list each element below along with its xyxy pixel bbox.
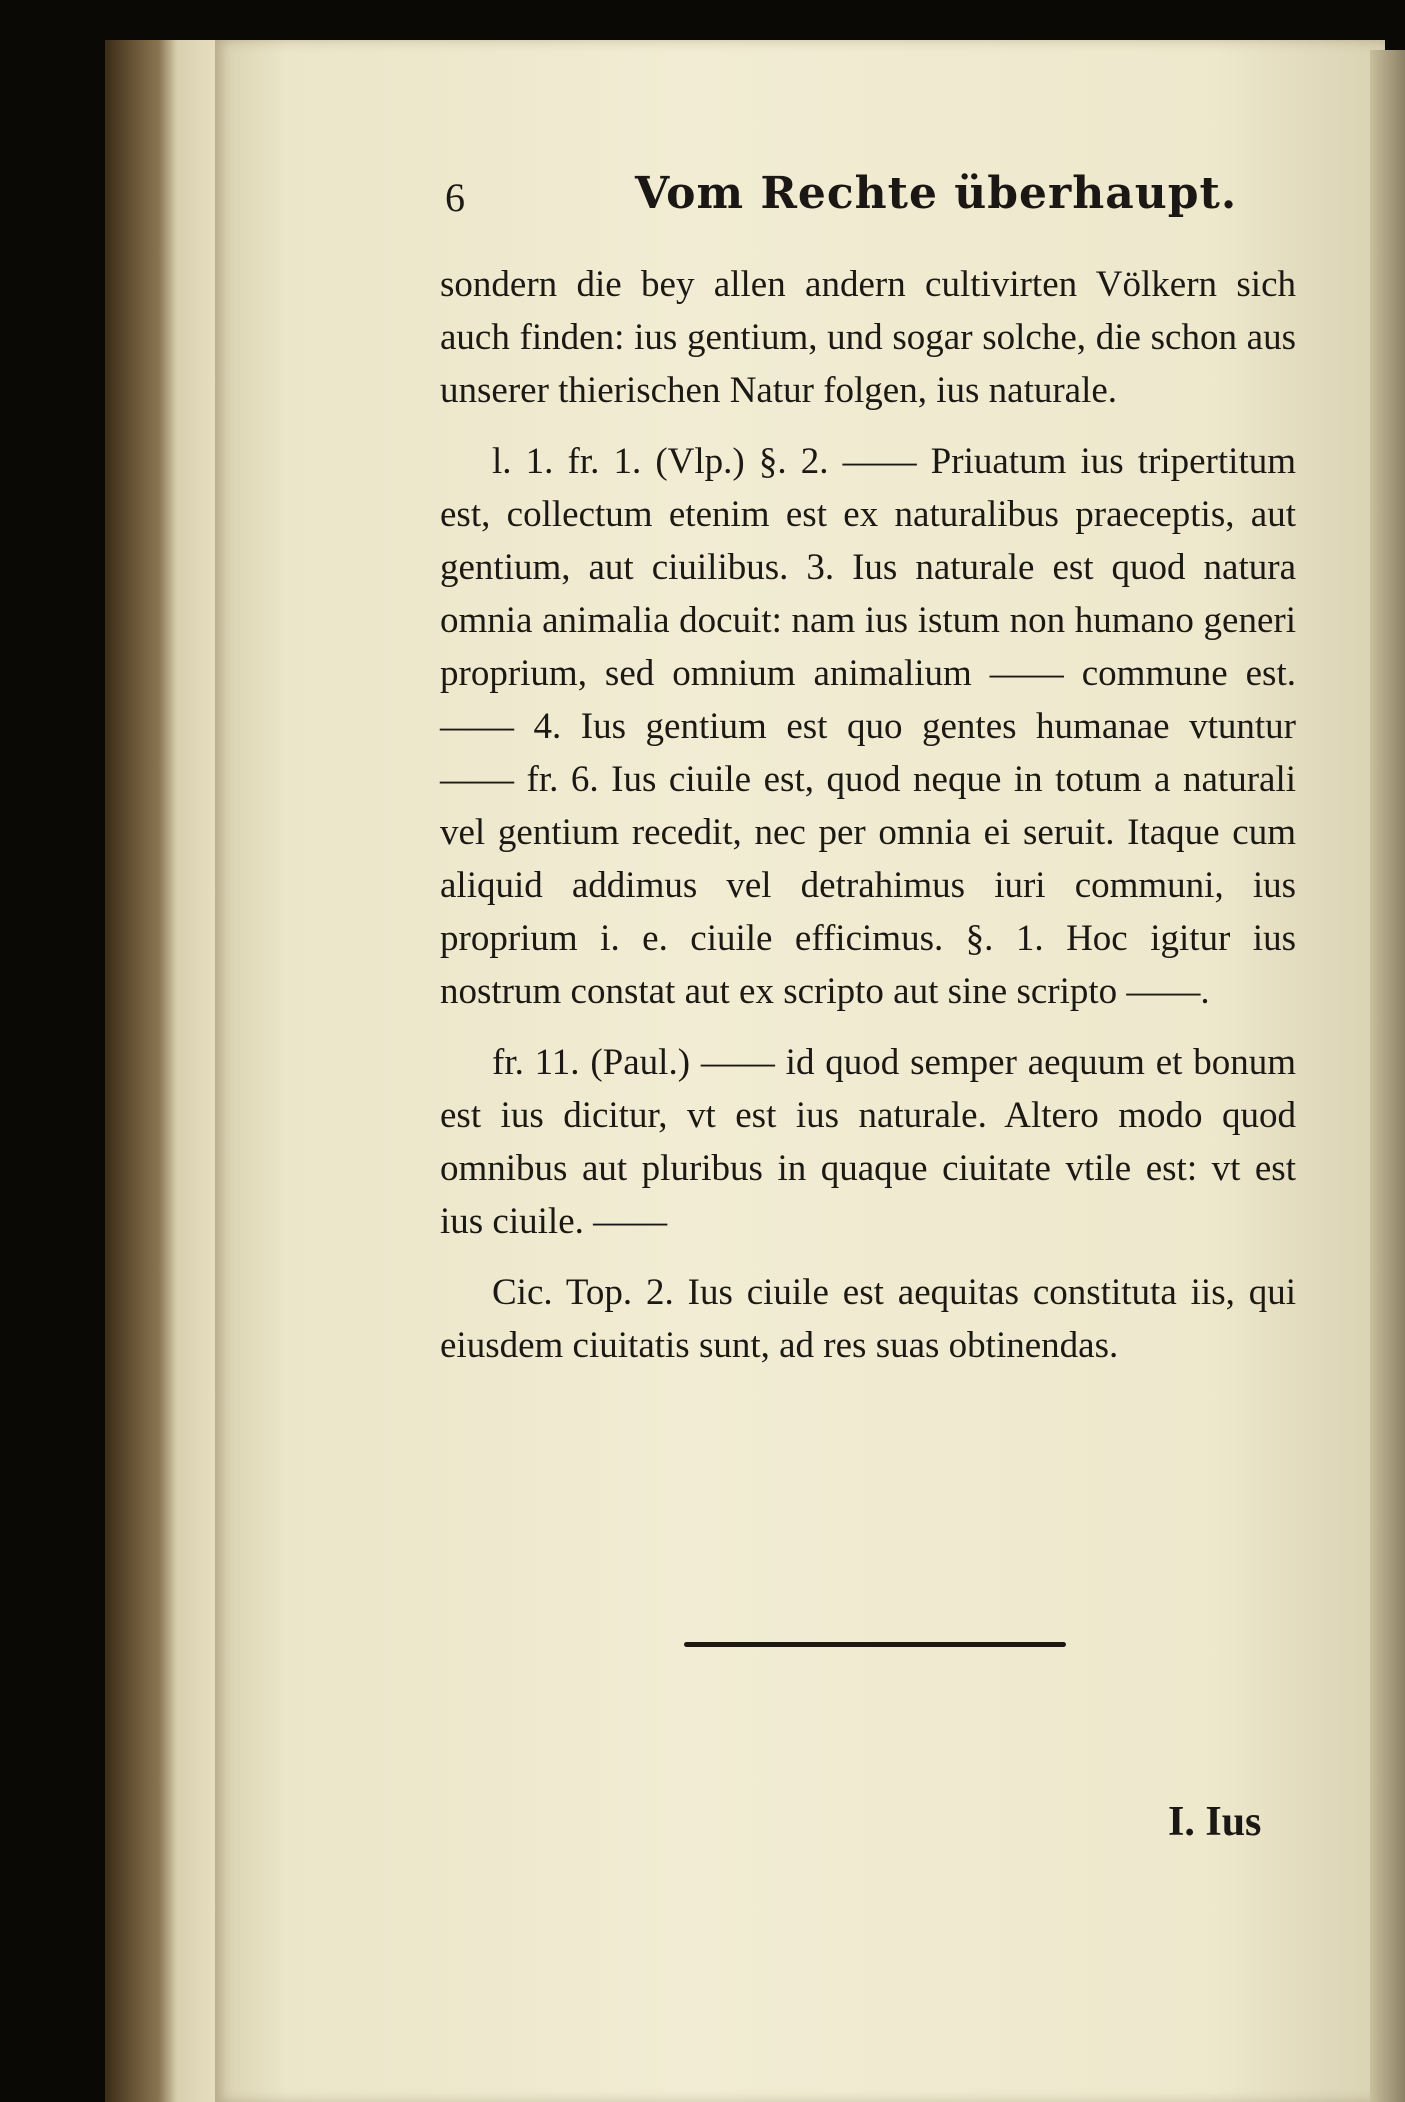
paragraph: sondern die bey allen andern cultivirten Völkern sich auch finden: ius gentium, und sogar solche, die schon aus unserer thierischen Natur folgen, ius naturale. xyxy=(440,264,1296,411)
section-divider xyxy=(684,1642,1066,1647)
body-text xyxy=(440,258,1296,1372)
page-header xyxy=(445,168,1245,228)
page-number: 6 xyxy=(445,175,465,220)
catchword: I. Ius xyxy=(1168,1799,1262,1845)
facing-page-edge xyxy=(1370,50,1405,2102)
paragraph: fr. 11. (Paul.) —— id quod semper aequum et bonum est ius dicitur, vt est ius naturale. Altero modo quod omnibus aut pluribus in quaque ciuitate vtile est: vt est ius ciuile. —— xyxy=(440,1042,1296,1242)
running-head: Vom Rechte überhaupt. xyxy=(635,168,1238,219)
paragraph: l. 1. fr. 1. (Vlp.) §. 2. —— Priuatum ius tripertitum est, collectum etenim est ex naturalibus praeceptis, aut gentium, aut ciuilibus. 3. Ius naturale est quod natura omnia animalia docuit: nam ius istum non humano generi proprium, sed omnium animalium —— commune est. —— 4. Ius gentium est quo gentes humanae vtuntur —— fr. 6. Ius ciuile est, quod neque in totum a naturali vel gentium recedit, nec per omnia ei seruit. Itaque cum aliquid addimus vel detrahimus iuri communi, ius proprium i. e. ciuile efficimus. §. 1. Hoc igitur ius nostrum constat aut ex scripto aut sine scripto ——. xyxy=(440,441,1296,1012)
book-page-edges xyxy=(105,40,225,2102)
paragraph: Cic. Top. 2. Ius ciuile est aequitas constituta iis, qui eiusdem ciuitatis sunt, ad res suas obtinendas. xyxy=(440,1272,1296,1366)
